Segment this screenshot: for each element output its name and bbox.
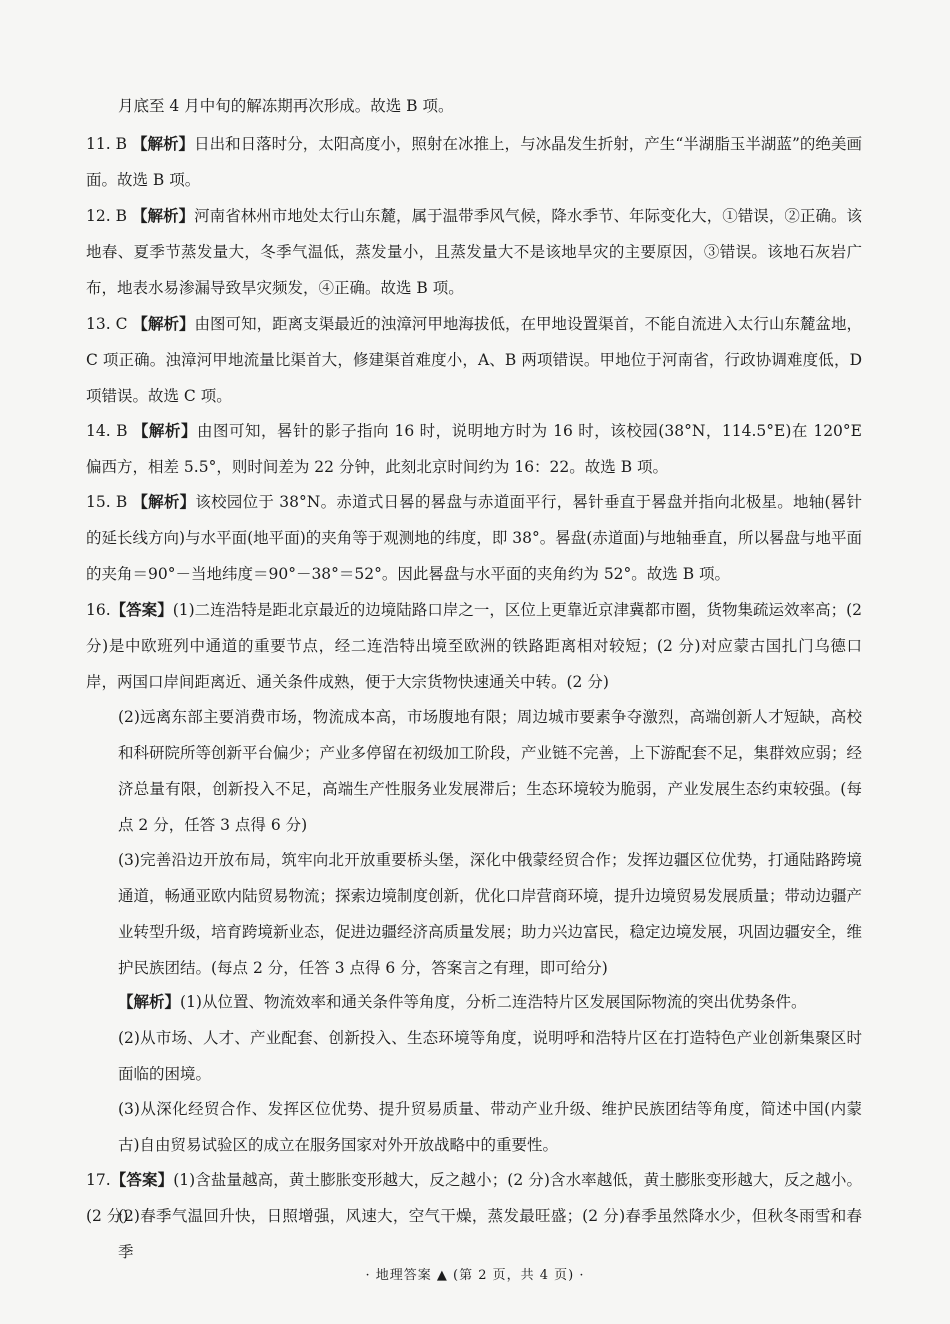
analysis-tag: 【解析】 [118, 992, 181, 1011]
analysis-16-part2 [118, 1020, 862, 1092]
answer-16-part3 [118, 842, 862, 986]
analysis-tag: 【解析】 [132, 421, 197, 440]
answer-text: (1)从位置、物流效率和通关条件等角度，分析二连浩特片区发展国际物流的突出优势条件。 [180, 993, 807, 1011]
question-number: 15. B [86, 493, 128, 511]
answer-text: 河南省林州市地处太行山东麓，属于温带季风气候，降水季节、年际变化大，①错误，②正确。该地春、夏季节蒸发量大，冬季气温低，蒸发量小，且蒸发量大不是该地旱灾的主要原因，③错误。该地石灰岩广布，地表水易渗漏导致旱灾频发，④正确。故选 B 项。 [86, 207, 862, 297]
answer-17-part2 [118, 1198, 862, 1270]
answer-text: 日出和日落时分，太阳高度小，照射在冰推上，与冰晶发生折射，产生“半湖脂玉半湖蓝”的绝美画面。故选 B 项。 [86, 135, 862, 189]
analysis-tag: 【解析】 [131, 206, 195, 225]
question-number: 14. B [86, 422, 128, 440]
analysis-tag: 【解析】 [131, 134, 195, 153]
question-number: 11. B [86, 135, 127, 153]
answer-text: 由图可知，晷针的影子指向 16 时，说明地方时为 16 时，该校园(38°N，114.5°E)在 120°E 偏西方，相差 5.5°，则时间差为 22 分钟，此刻北京时间约为 16：22。故选 B 项。 [86, 422, 862, 476]
question-number: 13. C [86, 315, 128, 333]
answer-15 [86, 484, 862, 592]
answer-text: (2)春季气温回升快，日照增强，风速大，空气干燥，蒸发最旺盛；(2 分)春季虽然降水少，但秋冬雨雪和春季 [118, 1207, 862, 1261]
page-footer: · 地理答案 ▲ (第 2 页，共 4 页) · [365, 1268, 585, 1283]
answer-text: (2)远离东部主要消费市场，物流成本高，市场腹地有限；周边城市要素争夺激烈，高端创新人才短缺，高校和科研院所等创新平台偏少；产业多停留在初级加工阶段，产业链不完善，上下游配套不足，集群效应弱；经济总量有限，创新投入不足，高端生产性服务业发展滞后；生态环境较为脆弱，产业发展生态约束较强。(每点 2 分，任答 3 点得 6 分) [118, 708, 863, 834]
answer-text: 由图可知，距离支渠最近的浊漳河甲地海拔低，在甲地设置渠首，不能自流进入太行山东麓盆地，C 项正确。浊漳河甲地流量比渠首大，修建渠首难度小，A、B 两项错误。甲地位于河南省，行政协调难度低，D 项错误。故选 C 项。 [86, 315, 862, 405]
question-number: 16. [86, 601, 111, 619]
answer-text: (1)二连浩特是距北京最近的边境陆路口岸之一，区位上更靠近京津冀都市圈，货物集疏运效率高；(2 分)是中欧班列中通道的重要节点，经二连浩特出境至欧洲的铁路距离相对较短；(2 分)对应蒙古国扎门乌德口岸，两国口岸间距离近、通关条件成熟，便于大宗货物快速通关中转。(2 分) [86, 601, 862, 691]
paragraph-continuation: 月底至 4 月中旬的解冻期再次形成。故选 B 项。 [118, 97, 454, 115]
answer-12 [86, 198, 862, 306]
answer-16-part2 [118, 699, 862, 843]
answer-text: (3)完善沿边开放布局，筑牢向北开放重要桥头堡，深化中俄蒙经贸合作；发挥边疆区位优势，打通陆路跨境通道，畅通亚欧内陆贸易物流；探索边境制度创新，优化口岸营商环境，提升边境贸易发展质量；带动边疆产业转型升级，培育跨境新业态，促进边疆经济高质量发展；助力兴边富民，稳定边境发展，巩固边疆安全，维护民族团结。(每点 2 分，任答 3 点得 6 分，答案言之有理，即可给分) [118, 851, 863, 977]
answer-text: (2)从市场、人才、产业配套、创新投入、生态环境等角度，说明呼和浩特片区在打造特色产业创新集聚区时面临的困境。 [118, 1029, 862, 1083]
analysis-16-part1 [118, 984, 862, 1020]
answer-text: (3)从深化经贸合作、发挥区位优势、提升贸易质量、带动产业升级、维护民族团结等角度，简述中国(内蒙古)自由贸易试验区的成立在服务国家对外开放战略中的重要性。 [118, 1100, 862, 1154]
analysis-tag: 【解析】 [132, 492, 196, 511]
answer-tag: 【答案】 [110, 600, 173, 619]
question-number: 17. [86, 1171, 111, 1189]
answer-11 [86, 126, 862, 198]
analysis-16-part3 [118, 1091, 862, 1163]
answer-14 [86, 413, 862, 485]
analysis-tag: 【解析】 [132, 314, 195, 333]
answer-text: 该校园位于 38°N。赤道式日晷的晷盘与赤道面平行，晷针垂直于晷盘并指向北极星。地轴(晷针的延长线方向)与水平面(地平面)的夹角等于观测地的纬度，即 38°。晷盘(赤道面)与地轴垂直，所以晷盘与地平面的夹角＝90°－当地纬度＝90°－38°＝52°。因此晷盘与水平面的夹角约为 52°。故选 B 项。 [86, 493, 862, 583]
answer-text: (1)含盐量越高，黄土膨胀变形越大，反之越小；(2 分)含水率越低，黄土膨胀变形越大，反之越小。(2 分) [86, 1171, 862, 1225]
question-number: 12. B [86, 207, 128, 225]
answer-tag: 【答案】 [110, 1170, 174, 1189]
answer-13 [86, 306, 862, 414]
answer-16-part1 [86, 592, 862, 700]
